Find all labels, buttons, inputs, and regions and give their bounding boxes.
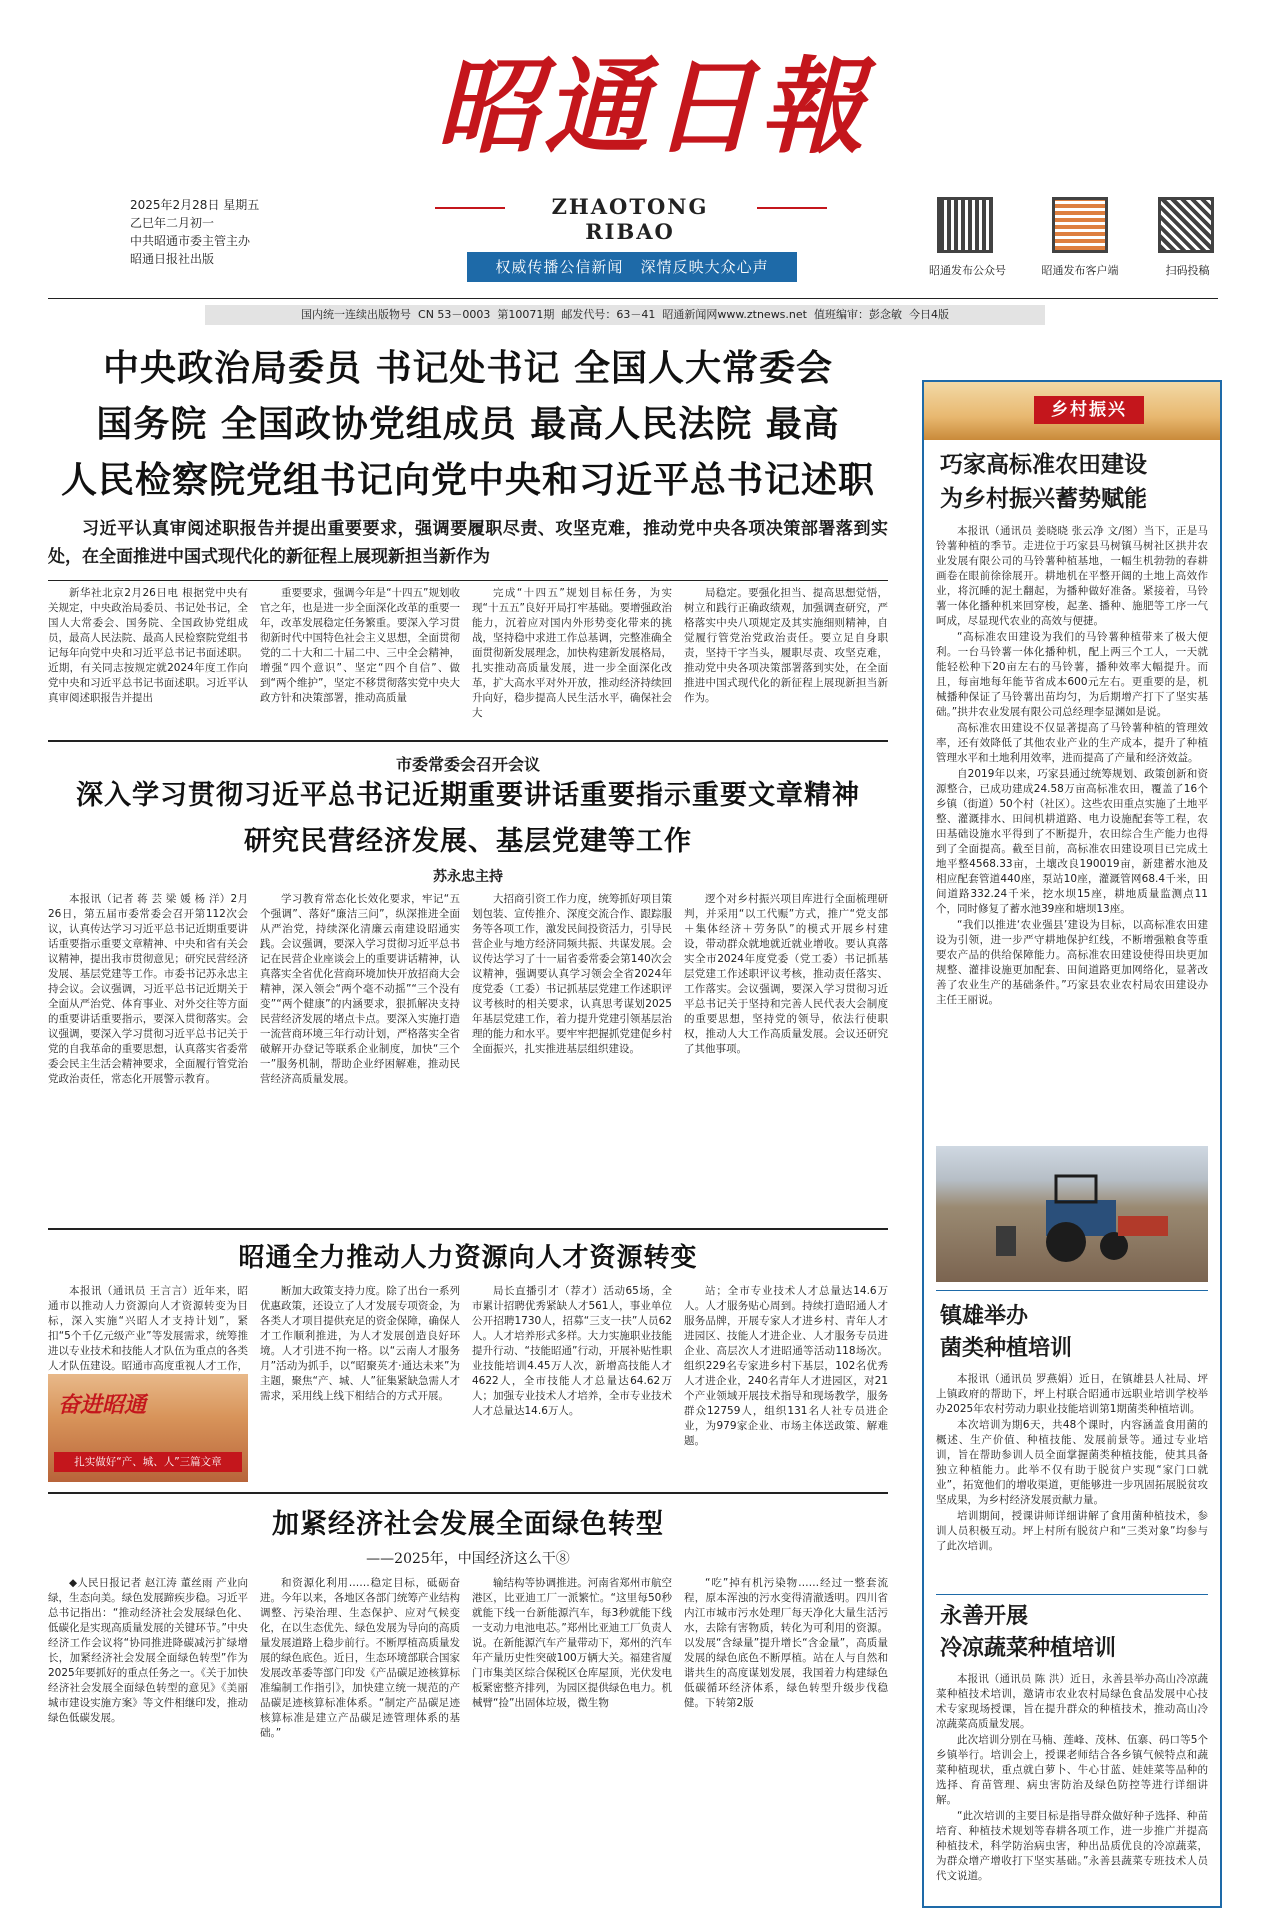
hr-image-caption: 扎实做好“产、城、人”三篇文章 bbox=[54, 1452, 242, 1472]
qr-submit-label: 扫码投稿 bbox=[1165, 264, 1210, 277]
lead-col-4: 局稳定。要强化担当、提高思想觉悟，树立和践行正确政绩观，加强调查研究，严格落实中央八项规定及其实施细则精神，自觉履行管党治党政治责任。要立足自身职责，坚持干字当头，履职尽责、攻坚克难，推动党中央各项决策部署落到实处，在全面推进中国式现代化的新征程上展现新担当新作为。 bbox=[684, 587, 888, 704]
rural-banner-image bbox=[924, 382, 1220, 440]
green-col-2: 和资源化利用……稳定目标，砥砺奋进。今年以来，各地区各部门统筹产业结构调整、污染治理、生态保护、应对气候变化，在以生态优先、绿色发展为导向的高质量发展道路上稳步前行。不断厚植高质量发展的绿色底色。近日，生态环境部联合国家发展改革委等部门印发《产品碳足迹核算标准编制工作指引》，加快建立统一规范的产品碳足迹核算标准体系。“制定产品碳足迹核算标准是建立产品碳足迹管理体系的基础。” bbox=[260, 1577, 460, 1739]
green-subtitle: ——2025年，中国经济这么干⑧ bbox=[366, 1551, 570, 1567]
green-col-3: 输结构等协调推进。河南省郑州市航空港区，比亚迪工厂一派繁忙。“这里每50秒就能下线一台新能源汽车，每3秒就能下线一支动力电池电芯。”郑州比亚迪工厂负责人说。在新能源汽车产量带动下，郑州的汽车年产量历史性突破100万辆大关。福建省厦门市集美区综合保税区仓库屋顶，光伏发电板紧密整齐排列，为园区提供绿色电力。机械臂“捡”出固体垃圾，微生物 bbox=[472, 1577, 672, 1709]
lead-subhead: 习近平认真审阅述职报告并提出重要要求，强调要履职尽责、攻坚克难，推动党中央各项决策部署落到实处，在全面推进中国式现代化的新征程上展现新担当新作为 bbox=[48, 519, 888, 567]
meeting-end-rule bbox=[48, 1228, 888, 1230]
issue-publisher: 昭通日报社出版 bbox=[130, 252, 215, 266]
hr-end-rule bbox=[48, 1492, 888, 1494]
meeting-title-1: 深入学习贯彻习近平总书记近期重要讲话重要指示重要文章精神 bbox=[76, 780, 860, 811]
meeting-col-3: 大招商引资工作力度，统筹抓好项目策划包装、宣传推介、深度交流合作、跟踪服务等各项工作，激发民间投资活力，引导民营企业与地方经济同频共振、共谋发展。会议传达学习了十一届省委常委会第140次会议精神，强调要认真学习领会全省2024年度党委（工委）书记抓基层党建工作述职评议考核时的相关要求，认真思考谋划2025年基层党建工作，着力提升党建引领基层治理的能力和水平。要牢牢把握抓党建促乡村全面振兴，扎实推进基层组织建设。 bbox=[472, 893, 672, 1055]
issue-date: 2025年2月28日 星期五 bbox=[130, 198, 260, 212]
hr-col-2: 断加大政策支持力度。除了出台一系列优惠政策，还设立了人才发展专项资金，为各类人才项目提供充足的资金保障，确保人才工作顺利推进，为人才发展创造良好环境。人才引进不拘一格。以“云南人才服务月”活动为抓手，以“昭聚英才·通达未来”为主题，聚焦“产、城、人”征集紧缺急需人才需求，采用线上线下相结合的方式开展。 bbox=[260, 1285, 460, 1402]
mushroom-title-1: 镇雄举办 bbox=[940, 1303, 1029, 1329]
masthead-pinyin: ZHAOTONG RIBAO bbox=[551, 194, 709, 244]
lead-col-3: 完成“十四五”规划目标任务，为实现“十五五”良好开局打牢基础。要增强政治能力，沉着应对国内外形势变化带来的挑战，坚持稳中求进工作总基调，完整准确全面贯彻新发展理念，加快构建新发展格局，扎实推动高质量发展，进一步全面深化改革，扩大高水平对外开放，推动经济持续回升向好，稳步提高人民生活水平，确保社会大 bbox=[472, 587, 672, 719]
qr-wechat-label: 昭通发布公众号 bbox=[929, 264, 1006, 277]
mushroom-title-2: 菌类种植培训 bbox=[940, 1335, 1073, 1361]
hr-col-3: 局长直播引才（荐才）活动65场，全市累计招聘优秀紧缺人才561人，事业单位公开招聘1730人，招募“三支一扶”人员62人。人才培养形式多样。大力实施职业技能提升行动、“技能昭通”行动，开展补贴性职业技能培训4.45万人次，新增高技能人才4622人，全市技能人才总量达64.62万人；加强专业技术人才培养，全市专业技术人才总量达14.6万人。 bbox=[472, 1285, 672, 1417]
masthead-title: 昭通日報 bbox=[435, 45, 868, 168]
veg-title-2: 冷凉蔬菜种植培训 bbox=[940, 1635, 1117, 1661]
meeting-kicker: 市委常委会召开会议 bbox=[395, 755, 540, 774]
tractor-photo bbox=[936, 1146, 1208, 1282]
sidebar-rule-1 bbox=[936, 1290, 1208, 1291]
masthead bbox=[0, 0, 1262, 321]
hr-image-title: 奋进昭通 bbox=[58, 1392, 147, 1418]
sidebar-rule-2 bbox=[936, 1594, 1208, 1595]
meeting-col-1: 本报讯（记者 蒋 芸 梁 媛 杨 洋）2月26日，第五届市委常委会召开第112次会议，认真传达学习习近平总书记近期重要讲话重要指示重要文章精神、中央和省有关会议精神，提出我市贯彻意见；研究民营经济发展、基层党建等工作。市委书记苏永忠主持会议。会议强调，习近平总书记近期关于全面从严治党、体育事业、对外交往等方面的重要讲话重要指示，要深入贯彻落实。会议强调，要深入学习贯彻习近平总书记关于党的自我革命的重要思想，认真落实省委常委会民主生活会精神要求，全面履行管党治党政治责任，常态化开展警示教育。 bbox=[48, 893, 248, 1085]
lead-headline-2: 国务院 全国政协党组成员 最高人民法院 最高 bbox=[96, 403, 840, 445]
qr-wechat[interactable] bbox=[937, 197, 993, 253]
rural-body: 本报讯（通讯员 姜晓晓 张云净 文/图）当下，正是马铃薯种植的季节。走进位于巧家县马树镇马树社区拱井农业发展有限公司的马铃薯种植基地，一幅生机勃勃的春耕画卷在眼前徐徐展开。耕地机在平整开阔的土地上高效作业，将沉睡的泥土翻起，为播种做好准备。紧接着，马铃薯一体化播种机来回穿梭，起垄、播种、施肥等工序一气呵成，尽显现代农业的高效与便捷。 “高标准农田建设为我们的马铃薯种植带来了极大便利。一台马铃薯一体化播种机，配上两三个工人，一天就能轻松种下20亩左右的马铃薯，播种效率大幅提升。而且，每亩地每年能节省成本600元左右。更重要的是，机械播种保证了马铃薯出苗均匀，为后期增产打下了坚实基础。”拱井农业发展有限公司总经理李显渊如是说。 高标准农田建设不仅显著提高了马铃薯种植的管理效率，还有效降低了其他农业产业的生产成本，提升了种植管理水平和土地利用效率，进而提高了产量和经济效益。 自2019年以来，巧家县通过统筹规划、政策创新和资源整合，已成功建成24.58万亩高标准农田，覆盖了16个乡镇（街道）50个村（社区）。这些农田重点实施了土地平整、灌溉排水、田间机耕道路、电力设施配套等工程，农田基础设施水平得到了不断提升，农田综合生产能力也得到了全面提高。截至目前，高标准农田建设项目已完成土地平整4568.33亩，土壤改良190019亩，新建蓄水池及相应配套管道440座，泵站10座，灌溉管网68.4千米，田间道路332.24千米，挖水坝15座，耕地质量监测点11个，同时修复了蓄水池39座和塘坝13座。 “我们以推进‘农业强县’建设为目标，以高标准农田建设为引领，进一步严守耕地保护红线，不断增强粮食等重要农产品的供给保障能力。高标准农田建设使得田块更加规整、灌排设施更加配套、田间道路更加网络化，显著改善了农业生产的基础条件。”巧家县农业农村局农田建设办主任王丽说。 bbox=[936, 525, 1208, 1006]
lead-col-2: 重要要求，强调今年是“十四五”规划收官之年，也是进一步全面深化改革的重要一年，改革发展稳定任务繁重。要深入学习贯彻新时代中国特色社会主义思想，全面贯彻党的二十大和二十届二中、三中全会精神，增强“四个意识”、坚定“四个自信”、做到“两个维护”，坚定不移贯彻落实党中央大政方针和决策部署，推动高质量 bbox=[260, 587, 460, 704]
slogan-banner: 权威传播公信新闻 深情反映大众心声 bbox=[467, 252, 797, 282]
meeting-title-2: 研究民营经济发展、基层党建等工作 bbox=[244, 826, 692, 857]
masthead-right-line bbox=[757, 207, 827, 209]
hr-col-1: 本报讯（通讯员 王言言）近年来，昭通市以推动人力资源向人才资源转变为目标，深入实施“兴昭人才支持计划”，紧扣“5个千亿元级产业”等发展需求，统筹推进以专业技术和技能人才队伍为重点的各类人才队伍建设。昭通市高度重视人才工作， bbox=[48, 1285, 248, 1372]
masthead-left-line bbox=[435, 207, 505, 209]
hr-title: 昭通全力推动人力资源向人才资源转变 bbox=[238, 1243, 698, 1273]
meeting-col-4: 逻个对乡村振兴项目库进行全面梳理研判，并采用“以工代赈”方式，推广“党支部＋集体经济＋劳务队”的模式开展乡村建设，带动群众就地就近就业增收。要认真落实全市2024年度党委（党工委）书记抓基层党建工作述职评议考核，推动责任落实、工作落实。会议强调，要深入学习贯彻习近平总书记关于坚持和完善人民代表大会制度的重要思想，坚持党的领导，依法行使职权，推动人大工作高质量发展。会议还研究了其他事项。 bbox=[684, 893, 888, 1055]
issue-sponsor: 中共昭通市委主管主办 bbox=[130, 234, 251, 248]
qr-submit[interactable] bbox=[1158, 197, 1214, 253]
green-col-4: “吃”掉有机污染物……经过一整套流程，原本浑浊的污水变得清澈透明。四川省内江市城市污水处理厂每天净化大量生活污水，去除有害物质，转化为可利用的资源。以发展“含绿量”提升增长“含金量”，高质量发展的绿色底色不断厚植。站在人与自然和谐共生的高度谋划发展，我国着力构建绿色低碳循环经济体系，绿色转型升级步伐稳健。下转第2版 bbox=[684, 1577, 888, 1709]
green-title: 加紧经济社会发展全面绿色转型 bbox=[272, 1509, 664, 1540]
rural-banner: 乡村振兴 bbox=[1034, 396, 1144, 424]
lead-subhead-rule bbox=[48, 580, 888, 581]
lead-headline-1: 中央政治局委员 书记处书记 全国人大常委会 bbox=[102, 347, 834, 389]
lead-col-1: 新华社北京2月26日电 根据党中央有关规定，中央政治局委员、书记处书记，全国人大常委会、国务院、全国政协党组成员，最高人民法院、最高人民检察院党组书记每年向党中央和习近平总书记书面述职。近期，有关同志按规定就2024年度工作向党中央和习近平总书记书面述职。习近平认真审阅述职报告并提出 bbox=[48, 587, 248, 704]
mushroom-body: 本报讯（通讯员 罗燕娟）近日，在镇雄县人社局、坪上镇政府的帮助下，坪上村联合昭通市远职业培训学校举办2025年农村劳动力职业技能培训第1期菌类种植培训。 本次培训为期6天，共48个课时，内容涵盖食用菌的概述、生产价值、种植技能、发展前景等。通过专业培训，旨在帮助参训人员全面掌握菌类种植技能，使其具备独立种植能力。此举不仅有助于脱贫户实现“家门口就业”，拓宽他们的增收渠道，更能够进一步巩固拓展脱贫攻坚成果，为乡村经济发展贡献力量。 培训期间，授课讲师详细讲解了食用菌种植技术，参训人员积极互动。坪上村所有脱贫户和“三类对象”均参与了此次培训。 bbox=[936, 1373, 1208, 1552]
meeting-host: 苏永忠主持 bbox=[433, 869, 503, 885]
lead-end-rule bbox=[48, 740, 888, 742]
rural-title-2: 为乡村振兴蓄势赋能 bbox=[940, 485, 1147, 512]
hr-image bbox=[48, 1374, 248, 1482]
issue-lunar: 乙巳年二月初一 bbox=[130, 216, 215, 230]
hr-col-4: 站；全市专业技术人才总量达14.6万人。人才服务贴心周到。持续打造昭通人才服务品牌，开展专家人才进乡村、青年人才进园区、技能人才进企业、人才服务专员进企业、高层次人才进昭通等活动118场次。组织229名专家进乡村下基层，102名优秀人才进企业，240名青年人才进园区，对21个产业领域开展技术指导和现场教学，服务群众12759人，组织131名人社专员进企业，为979家企业、市场主体送政策、解难题。 bbox=[684, 1285, 888, 1447]
veg-title-1: 永善开展 bbox=[940, 1603, 1029, 1629]
info-bar: 国内统一连续出版物号 CN 53－0003 第10071期 邮发代号：63－41 昭通新闻网www.ztnews.net 值班编审：彭念敏 今日4版 bbox=[205, 305, 1045, 325]
green-col-1: ◆人民日报记者 赵江涛 董丝雨 产业向绿，生态向美。绿色发展蹄疾步稳。习近平总书记指出：“推动经济社会发展绿色化、低碳化是实现高质量发展的关键环节。”中央经济工作会议将“协同推进降碳减污扩绿增长，加紧经济社会发展全面绿色转型”作为2025年要抓好的重点任务之一。《关于加快经济社会发展全面绿色转型的意见》《美丽城市建设实施方案》等文件相继印发，推动绿色低碳发展。 bbox=[48, 1577, 248, 1724]
masthead-rule bbox=[48, 298, 1218, 299]
lead-headline-3: 人民检察院党组书记向党中央和习近平总书记述职 bbox=[60, 459, 875, 501]
qr-client[interactable] bbox=[1052, 197, 1108, 253]
tractor-illustration bbox=[936, 1146, 1208, 1282]
meeting-col-2: 学习教育常态化长效化要求，牢记“五个强调”、落好“廉洁三问”，纵深推进全面从严治党，持续深化清廉云南建设昭通实践。会议强调，要深入学习贯彻习近平总书记在民营企业座谈会上的重要讲话精神，认真落实全省优化营商环境加快开放招商大会精神，深入领会“两个毫不动摇”“三个没有变”“两个健康”的内涵要求，狠抓解决支持民营经济发展的堵点卡点。要深入实施打造一流营商环境三年行动计划，严格落实全省破解开办登记等联系企业制度，加快“三个一”服务机制，帮助企业纾困解难，推动民营经济高质量发展。 bbox=[260, 893, 460, 1085]
veg-body: 本报讯（通讯员 陈 洪）近日，永善县举办高山冷凉蔬菜种植技术培训，邀请市农业农村局绿色食品发展中心技术专家现场授课，旨在提升群众的种植技术，推动高山冷凉蔬菜高质量发展。 此次培训分别在马楠、莲峰、茂林、伍寨、码口等5个乡镇举行。培训会上，授课老师结合各乡镇气候特点和蔬菜种植现状，重点就白萝卜、牛心甘蓝、娃娃菜等品种的选择、育苗管理、病虫害防治及绿色防控等进行详细讲解。 “此次培训的主要目标是指导群众做好种子选择、种苗培育、种植技术规划等春耕各项工作，进一步推广并提高种植技术，科学防治病虫害，种出品质优良的冷凉蔬菜，为群众增产增收打下坚实基础。”永善县蔬菜专班技术人员代文说道。 bbox=[936, 1673, 1208, 1882]
qr-client-label: 昭通发布客户端 bbox=[1041, 264, 1119, 277]
rural-title-1: 巧家高标准农田建设 bbox=[940, 451, 1147, 478]
